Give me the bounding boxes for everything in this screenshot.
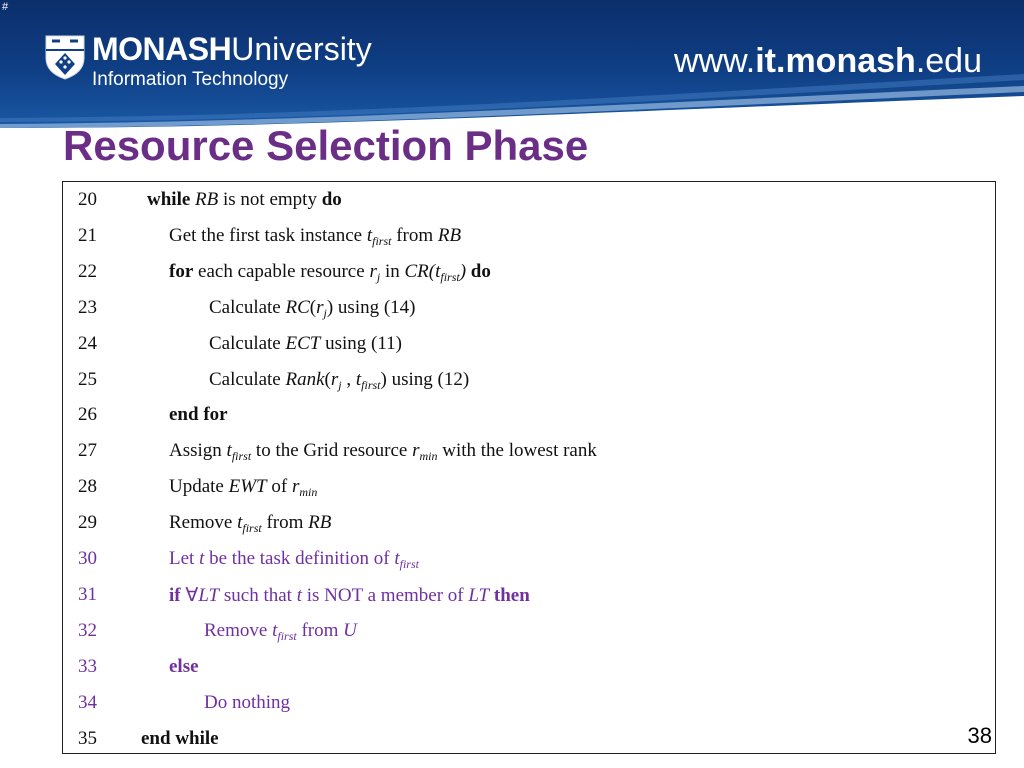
code-text: Calculate xyxy=(209,332,286,354)
line-number: 34 xyxy=(78,691,97,713)
algorithm-line xyxy=(63,256,995,292)
code-text: ∀ xyxy=(180,584,199,606)
line-code xyxy=(169,440,597,462)
algorithm-line xyxy=(63,292,995,328)
line-number: 22 xyxy=(78,260,97,282)
code-text: from xyxy=(261,512,309,534)
line-number: 35 xyxy=(78,727,97,749)
code-variable: LT xyxy=(468,584,490,606)
algorithm-line xyxy=(63,471,995,507)
line-code xyxy=(169,225,461,247)
code-variable: RC xyxy=(285,296,310,318)
code-text: from xyxy=(391,224,438,246)
line-code xyxy=(169,404,228,426)
code-subscript: j xyxy=(323,305,327,320)
code-variable: r xyxy=(316,296,324,318)
code-variable: EWT xyxy=(228,476,267,498)
brand-wordmark xyxy=(92,32,372,66)
line-number: 20 xyxy=(78,189,97,210)
site-prefix: www. xyxy=(674,42,756,80)
code-text: Update xyxy=(169,476,229,498)
line-number: 28 xyxy=(78,476,97,498)
algorithm-line xyxy=(63,579,995,615)
line-number: 21 xyxy=(78,224,97,246)
code-text: ) using (12) xyxy=(380,368,470,390)
line-code xyxy=(169,261,491,283)
algorithm-line xyxy=(63,507,995,543)
code-variable: CR(t xyxy=(404,260,441,282)
code-variable: t xyxy=(355,368,362,390)
line-number: 32 xyxy=(78,619,97,641)
code-text: with the lowest rank xyxy=(437,440,597,462)
code-keyword: else xyxy=(169,655,199,677)
code-subscript: first xyxy=(440,269,460,284)
code-variable: ECT xyxy=(285,332,321,354)
code-variable: r xyxy=(369,260,377,282)
code-variable: t xyxy=(394,548,400,569)
code-variable: LT xyxy=(198,584,220,606)
algorithm-line xyxy=(63,220,995,256)
code-variable: Rank xyxy=(285,368,325,390)
code-text: from xyxy=(296,619,344,641)
algorithm-line xyxy=(63,687,995,723)
line-number: 23 xyxy=(78,296,97,318)
code-text: Remove xyxy=(169,512,238,534)
line-number: 31 xyxy=(78,583,97,605)
code-keyword: if xyxy=(169,584,181,606)
code-keyword: end for xyxy=(169,404,228,426)
line-number: 30 xyxy=(78,548,97,569)
code-variable: RB xyxy=(308,512,332,534)
code-text: Calculate xyxy=(209,368,286,390)
code-variable: U xyxy=(343,619,357,641)
code-subscript: first xyxy=(231,449,252,464)
code-keyword: do xyxy=(470,260,491,282)
code-variable: t xyxy=(237,512,243,534)
code-text: in xyxy=(380,260,405,282)
code-text: ( xyxy=(309,296,317,318)
code-keyword: then xyxy=(493,584,530,606)
code-text: Remove xyxy=(204,619,273,641)
code-variable: t xyxy=(199,548,205,569)
code-keyword: for xyxy=(169,260,194,282)
code-text: using (11) xyxy=(320,332,402,354)
code-subscript: min xyxy=(419,449,438,464)
line-code xyxy=(169,476,317,498)
site-domain: it.monash xyxy=(755,42,916,80)
code-text: ( xyxy=(324,368,331,390)
line-code xyxy=(204,692,290,714)
line-code xyxy=(141,728,219,750)
code-variable: t xyxy=(366,224,373,246)
code-subscript: j xyxy=(338,377,342,392)
line-code xyxy=(147,189,342,211)
line-number: 25 xyxy=(78,368,97,390)
code-keyword: do xyxy=(321,189,342,210)
brand-name-strong: MONASH xyxy=(92,31,232,67)
code-text: Do nothing xyxy=(204,691,291,713)
algorithm-line xyxy=(63,435,995,471)
code-subscript: first xyxy=(372,233,392,248)
code-variable: ) xyxy=(459,260,467,282)
university-crest-icon xyxy=(44,34,86,80)
code-keyword: end while xyxy=(141,727,219,749)
slide-title: Resource Selection Phase xyxy=(63,122,589,169)
code-variable: t xyxy=(226,440,232,462)
page-number: 38 xyxy=(967,723,992,748)
algorithm-line xyxy=(63,543,995,579)
header-banner xyxy=(0,0,1024,130)
algorithm-line xyxy=(63,615,995,651)
code-variable: r xyxy=(330,368,339,390)
line-code xyxy=(209,297,416,319)
algorithm-line xyxy=(63,364,995,400)
brand-block xyxy=(92,32,372,92)
code-text: Let xyxy=(169,548,200,569)
code-variable: t xyxy=(296,584,302,606)
line-code xyxy=(204,620,357,642)
code-subscript: first xyxy=(277,628,297,643)
algorithm-line xyxy=(63,651,995,687)
code-variable: r xyxy=(412,440,420,462)
code-keyword: while xyxy=(147,189,191,210)
code-subscript: min xyxy=(299,485,318,500)
line-code xyxy=(209,369,469,391)
code-text: Get the first task instance xyxy=(169,224,367,246)
code-text: ) using (14) xyxy=(326,296,416,318)
corner-mark: # xyxy=(2,1,9,13)
line-number: 27 xyxy=(78,440,97,462)
code-variable: r xyxy=(291,476,300,498)
faculty-name: Information Technology xyxy=(92,69,289,90)
algorithm-line xyxy=(63,328,995,364)
line-code xyxy=(169,512,331,534)
code-text: each capable resource xyxy=(193,260,370,282)
code-subscript: first xyxy=(361,377,381,392)
code-subscript: first xyxy=(399,557,419,571)
code-variable: RB xyxy=(195,189,219,210)
algorithm-line xyxy=(63,399,995,435)
code-text: be the task definition of xyxy=(204,548,395,569)
line-code xyxy=(169,656,199,678)
line-number: 26 xyxy=(78,404,97,426)
website-url xyxy=(674,42,982,81)
code-text: to the Grid resource xyxy=(251,440,413,462)
site-suffix: .edu xyxy=(915,42,982,80)
brand-name-light: University xyxy=(231,31,372,67)
code-text: , xyxy=(341,368,356,390)
code-text: such that xyxy=(219,584,297,606)
line-code xyxy=(169,548,419,570)
line-code xyxy=(169,584,530,607)
code-text: Calculate xyxy=(209,296,286,318)
code-text: is NOT a member of xyxy=(301,584,469,606)
line-number: 24 xyxy=(78,332,97,354)
algorithm-line xyxy=(63,723,995,759)
code-subscript: first xyxy=(242,521,262,536)
code-text: of xyxy=(266,476,292,498)
line-code xyxy=(209,333,402,355)
algorithm-line xyxy=(63,184,995,220)
code-text: Assign xyxy=(169,440,227,462)
code-variable: RB xyxy=(437,224,462,246)
line-number: 33 xyxy=(78,655,97,677)
line-number: 29 xyxy=(78,512,97,534)
algorithm-listing xyxy=(62,181,996,754)
code-subscript: j xyxy=(376,269,381,284)
code-text: is not empty xyxy=(218,189,322,210)
code-variable: t xyxy=(272,619,278,641)
